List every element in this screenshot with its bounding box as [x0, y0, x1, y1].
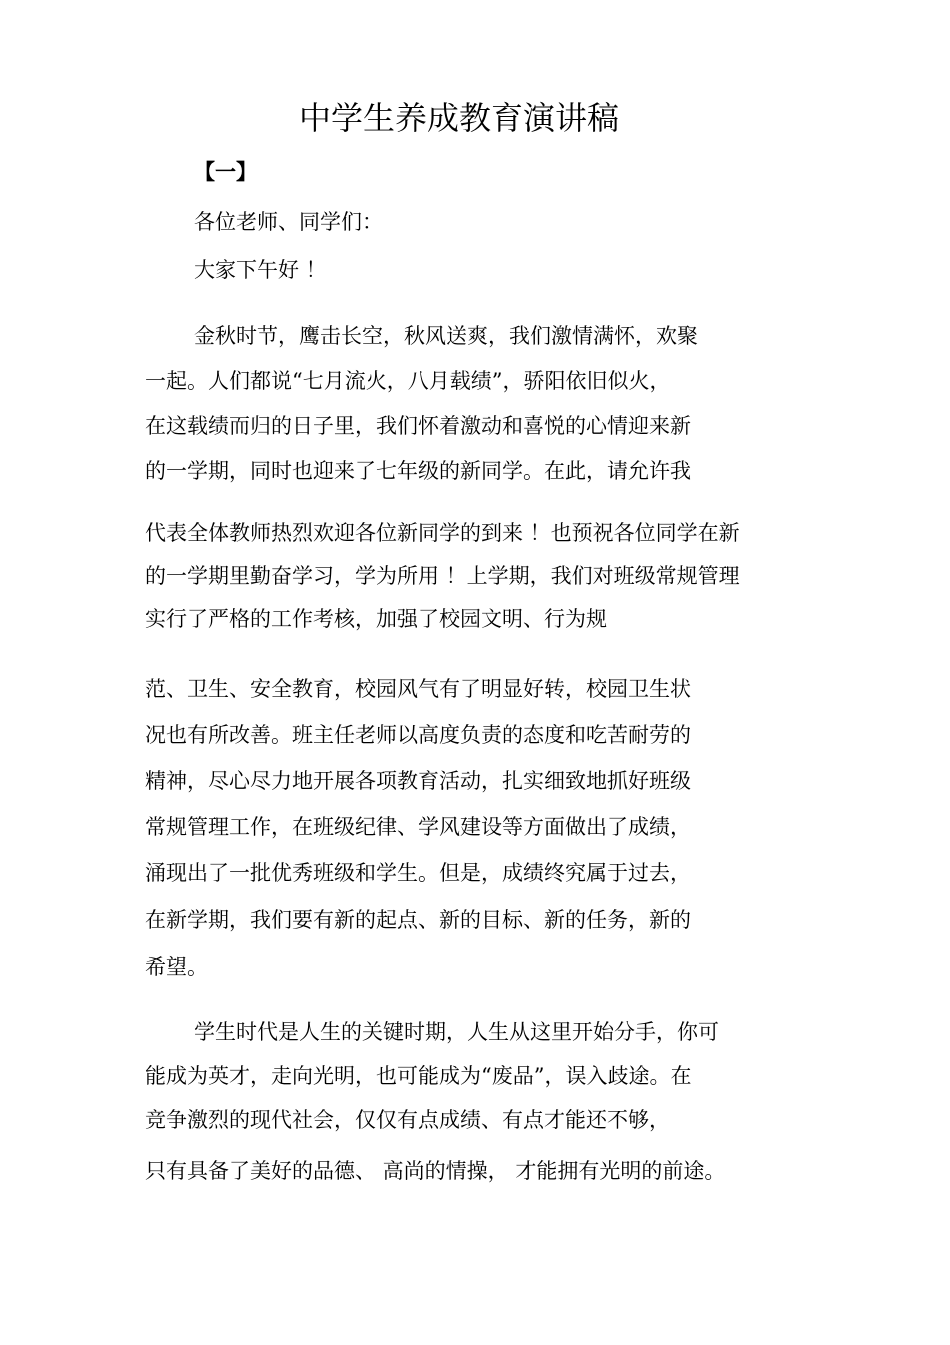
- paragraph-line: 竞争激烈的现代社会，仅仅有点成绩、有点才能还不够，: [145, 1108, 670, 1132]
- paragraph-line: 学生时代是人生的关键时期，人生从这里开始分手，你可: [194, 1020, 719, 1044]
- paragraph-line: 能成为英才，走向光明，也可能成为“废品”，误入歧途。在: [145, 1064, 692, 1088]
- paragraph-line: 一起。人们都说“七月流火，八月载绩”，骄阳依旧似火，: [145, 369, 671, 393]
- paragraph-line: 况也有所改善。班主任老师以高度负责的态度和吃苦耐劳的: [145, 723, 691, 747]
- section-marker: 【一】: [194, 159, 257, 184]
- paragraph-line: 代表全体教师热烈欢迎各位新同学的到来 ！也预祝各位同学在新: [145, 521, 740, 545]
- paragraph-line: 涌现出了一批优秀班级和学生。但是，成绩终究属于过去，: [145, 861, 691, 885]
- greeting: 大家下午好 ！: [194, 258, 327, 282]
- paragraph-line: 的一学期里勤奋学习，学为所用 ！上学期，我们对班级常规管理: [145, 564, 740, 588]
- paragraph-line: 只有具备了美好的品德、 高尚的情操， 才能拥有光明的前途。: [145, 1159, 726, 1183]
- paragraph-line: 常规管理工作，在班级纪律、学风建设等方面做出了成绩，: [145, 815, 691, 839]
- document-title: 中学生养成教育演讲稿: [298, 99, 619, 137]
- salutation: 各位老师、同学们：: [194, 210, 383, 234]
- paragraph-line: 范、卫生、安全教育，校园风气有了明显好转，校园卫生状: [145, 677, 691, 701]
- paragraph-line: 金秋时节，鹰击长空，秋风送爽，我们激情满怀，欢聚: [194, 324, 698, 348]
- paragraph-line: 精神，尽心尽力地开展各项教育活动，扎实细致地抓好班级: [145, 769, 691, 793]
- paragraph-line: 在新学期，我们要有新的起点、新的目标、新的任务，新的: [145, 908, 691, 932]
- paragraph-line: 在这载绩而归的日子里，我们怀着激动和喜悦的心情迎来新: [145, 414, 691, 438]
- paragraph-line: 实行了严格的工作考核，加强了校园文明、行为规: [145, 607, 607, 631]
- paragraph-line: 的一学期，同时也迎来了七年级的新同学。在此，请允许我: [145, 459, 691, 483]
- paragraph-line: 希望。: [145, 955, 208, 979]
